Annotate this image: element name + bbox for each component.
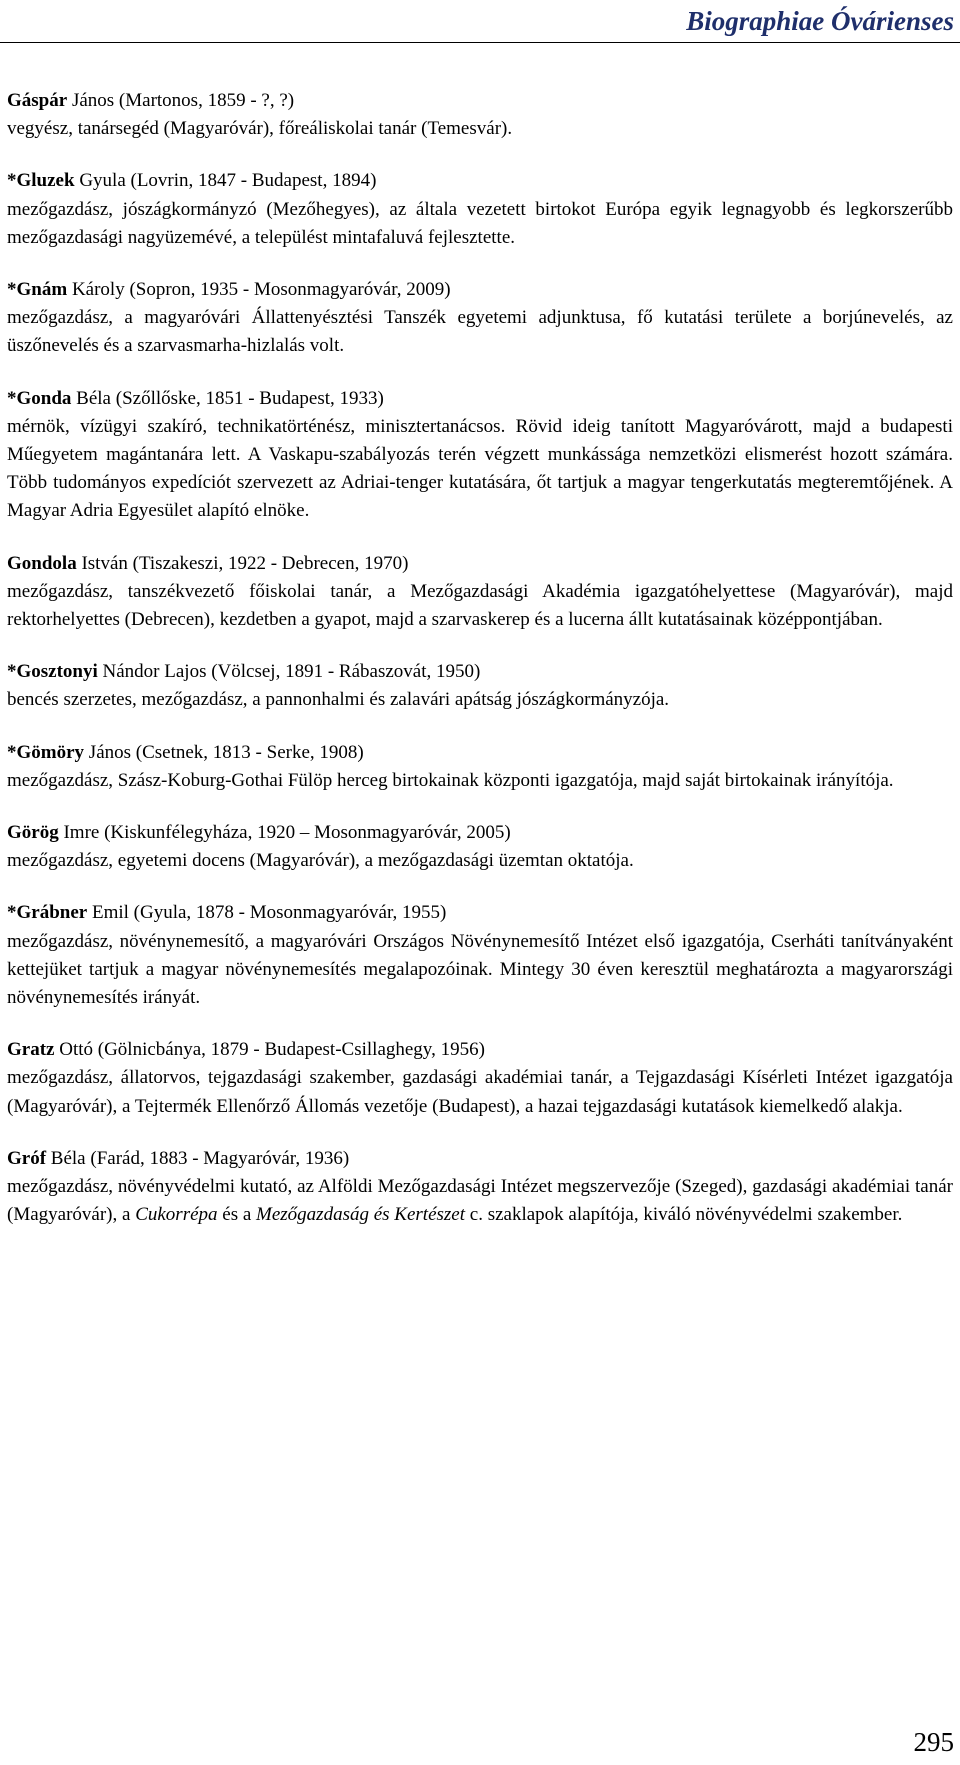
entry-heading	[7, 658, 953, 686]
biography-entry	[7, 1036, 953, 1121]
biography-entry	[7, 1145, 953, 1230]
entry-description	[7, 115, 953, 143]
entry-description	[7, 1064, 953, 1120]
biography-entry	[7, 167, 953, 252]
entry-heading	[7, 899, 953, 927]
description-text: mezőgazdász, egyetemi docens (Magyaróvár), a mezőgazdasági üzemtan oktatója.	[7, 850, 634, 872]
description-text: mezőgazdász, tanszékvezető főiskolai tanár, a Mezőgazdasági Akadémia igazgatóhelyettese (Magyaróvár), majd rektorhelyettes (Debrecen), kezdetben a gyapot, majd a szarvaskerep és a lucerna állt kutatásainak középpontjában.	[7, 580, 953, 631]
entry-name-dates: István (Tiszakeszi, 1922 - Debrecen, 1970)	[76, 552, 409, 574]
biography-entry	[7, 385, 953, 526]
entry-surname: Görög	[7, 822, 59, 844]
biography-entry	[7, 276, 953, 361]
entry-name-dates: Nándor Lajos (Völcsej, 1891 - Rábaszovát, 1950)	[97, 661, 481, 683]
biography-entry	[7, 739, 953, 795]
description-text: mezőgazdász, a magyaróvári Állattenyésztési Tanszék egyetemi adjunktusa, fő kutatási területe a borjúnevelés, az üszőnevelés és a szarvasmarha-hizlalás volt.	[7, 307, 953, 357]
biography-entry	[7, 899, 953, 1012]
biography-entry	[7, 87, 953, 143]
entry-name-dates: Béla (Szőllőske, 1851 - Budapest, 1933)	[71, 387, 384, 409]
entry-heading	[7, 819, 953, 847]
entry-surname: *Gluzek	[7, 170, 75, 192]
biography-entry	[7, 658, 953, 714]
entry-description	[7, 767, 953, 795]
description-text: mezőgazdász, állatorvos, tejgazdasági szakember, gazdasági akadémiai tanár, a Tejgazdasági Kísérleti Intézet igazgatója (Magyaróvár), a Tejtermék Ellenőrző Állomás vezetője (Budapest), a hazai tejgazdasági kutatások kiemelkedő alakja.	[7, 1067, 953, 1117]
entry-name-dates: Ottó (Gölnicbánya, 1879 - Budapest-Csillaghegy, 1956)	[54, 1039, 485, 1061]
description-text: bencés szerzetes, mezőgazdász, a pannonhalmi és zalavári apátság jószágkormányzója.	[7, 689, 670, 711]
entry-name-dates: Imre (Kiskunfélegyháza, 1920 – Mosonmagyaróvár, 2005)	[58, 822, 511, 844]
entry-heading	[7, 739, 953, 767]
entry-heading	[7, 276, 953, 304]
entry-description	[7, 413, 953, 526]
entry-description	[7, 686, 953, 714]
entry-name-dates: János (Martonos, 1859 - ?, ?)	[67, 90, 295, 111]
entry-surname: *Gosztonyi	[7, 661, 98, 683]
entry-heading	[7, 550, 953, 578]
entry-surname: *Grábner	[7, 902, 88, 924]
description-text: mérnök, vízügyi szakíró, technikatörténész, minisztertanácsos. Rövid ideig tanított Magyaróvárott, majd a budapesti Műegyetem magántanára lett. A Vaskapu-szabályozás terén végzett munkássága nemzetközi elismerést hozott számára. Több tudományos expedíciót szervezett az Adriai-tenger kutatására, őt tartjuk a magyar tengerkutatás megteremtőjének. A Magyar Adria Egyesület alapító elnöke.	[7, 415, 953, 522]
entry-heading	[7, 87, 953, 115]
description-text: mezőgazdász, jószágkormányzó (Mezőhegyes), az általa vezetett birtokot Európa egyik legnagyobb és legkorszerűbb mezőgazdasági nagyüzemévé, a települést mintafaluvá fejlesztette.	[7, 198, 953, 248]
biography-entry	[7, 819, 953, 875]
description-text: mezőgazdász, növénynemesítő, a magyaróvári Országos Növénynemesítő Intézet első igazgatója, Cserháti tanítványaként kettejüket tartjuk a magyar növénynemesítés megalapozóinak. Mintegy 30 éven keresztül meghatározta a magyarországi növénynemesítés irányát.	[7, 930, 953, 1009]
entry-surname: Gondola	[7, 552, 77, 574]
entry-heading	[7, 167, 953, 195]
biography-entry	[7, 550, 953, 635]
journal-title: Biographiae Óvárienses	[686, 6, 954, 36]
entry-surname: Gáspár	[7, 90, 68, 111]
entry-description	[7, 928, 953, 1013]
description-text: mezőgazdász, Szász-Koburg-Gothai Fülöp herceg birtokainak központi igazgatója, majd saját birtokainak irányítója.	[7, 769, 894, 791]
biography-entries	[7, 87, 953, 1254]
entry-surname: Gratz	[7, 1039, 55, 1061]
description-text: és a	[217, 1204, 257, 1226]
entry-surname: Gróf	[7, 1147, 47, 1169]
page-number: 295	[913, 1727, 954, 1757]
entry-description	[7, 847, 953, 875]
entry-name-dates: Béla (Farád, 1883 - Magyaróvár, 1936)	[46, 1147, 350, 1169]
running-header	[0, 0, 960, 44]
journal-name: Cukorrépa	[135, 1204, 218, 1226]
description-text: mezőgazdász, növényvédelmi kutató, az Alföldi Mezőgazdasági Intézet megszervezője (Szeged), gazdasági akadémiai tanár (Magyaróvár), a	[7, 1176, 953, 1226]
journal-name: Mezőgazdaság és Kertészet	[256, 1204, 466, 1226]
entry-surname: *Gnám	[7, 279, 68, 301]
entry-name-dates: Emil (Gyula, 1878 - Mosonmagyaróvár, 1955)	[87, 902, 447, 924]
description-text: vegyész, tanársegéd (Magyaróvár), főreáliskolai tanár (Temesvár).	[7, 118, 513, 140]
entry-name-dates: János (Csetnek, 1813 - Serke, 1908)	[84, 741, 364, 763]
entry-heading	[7, 385, 953, 413]
entry-surname: *Gonda	[7, 387, 72, 409]
entry-surname: *Gömöry	[7, 741, 85, 763]
entry-description	[7, 304, 953, 360]
entry-description	[7, 196, 953, 252]
entry-name-dates: Károly (Sopron, 1935 - Mosonmagyaróvár, 2009)	[67, 279, 451, 301]
entry-description	[7, 578, 953, 634]
entry-description	[7, 1173, 953, 1229]
description-text: c. szaklapok alapítója, kiváló növényvédelmi szakember.	[465, 1204, 903, 1226]
header-rule	[0, 42, 960, 43]
entry-name-dates: Gyula (Lovrin, 1847 - Budapest, 1894)	[74, 170, 377, 192]
entry-heading	[7, 1145, 953, 1173]
entry-heading	[7, 1036, 953, 1064]
